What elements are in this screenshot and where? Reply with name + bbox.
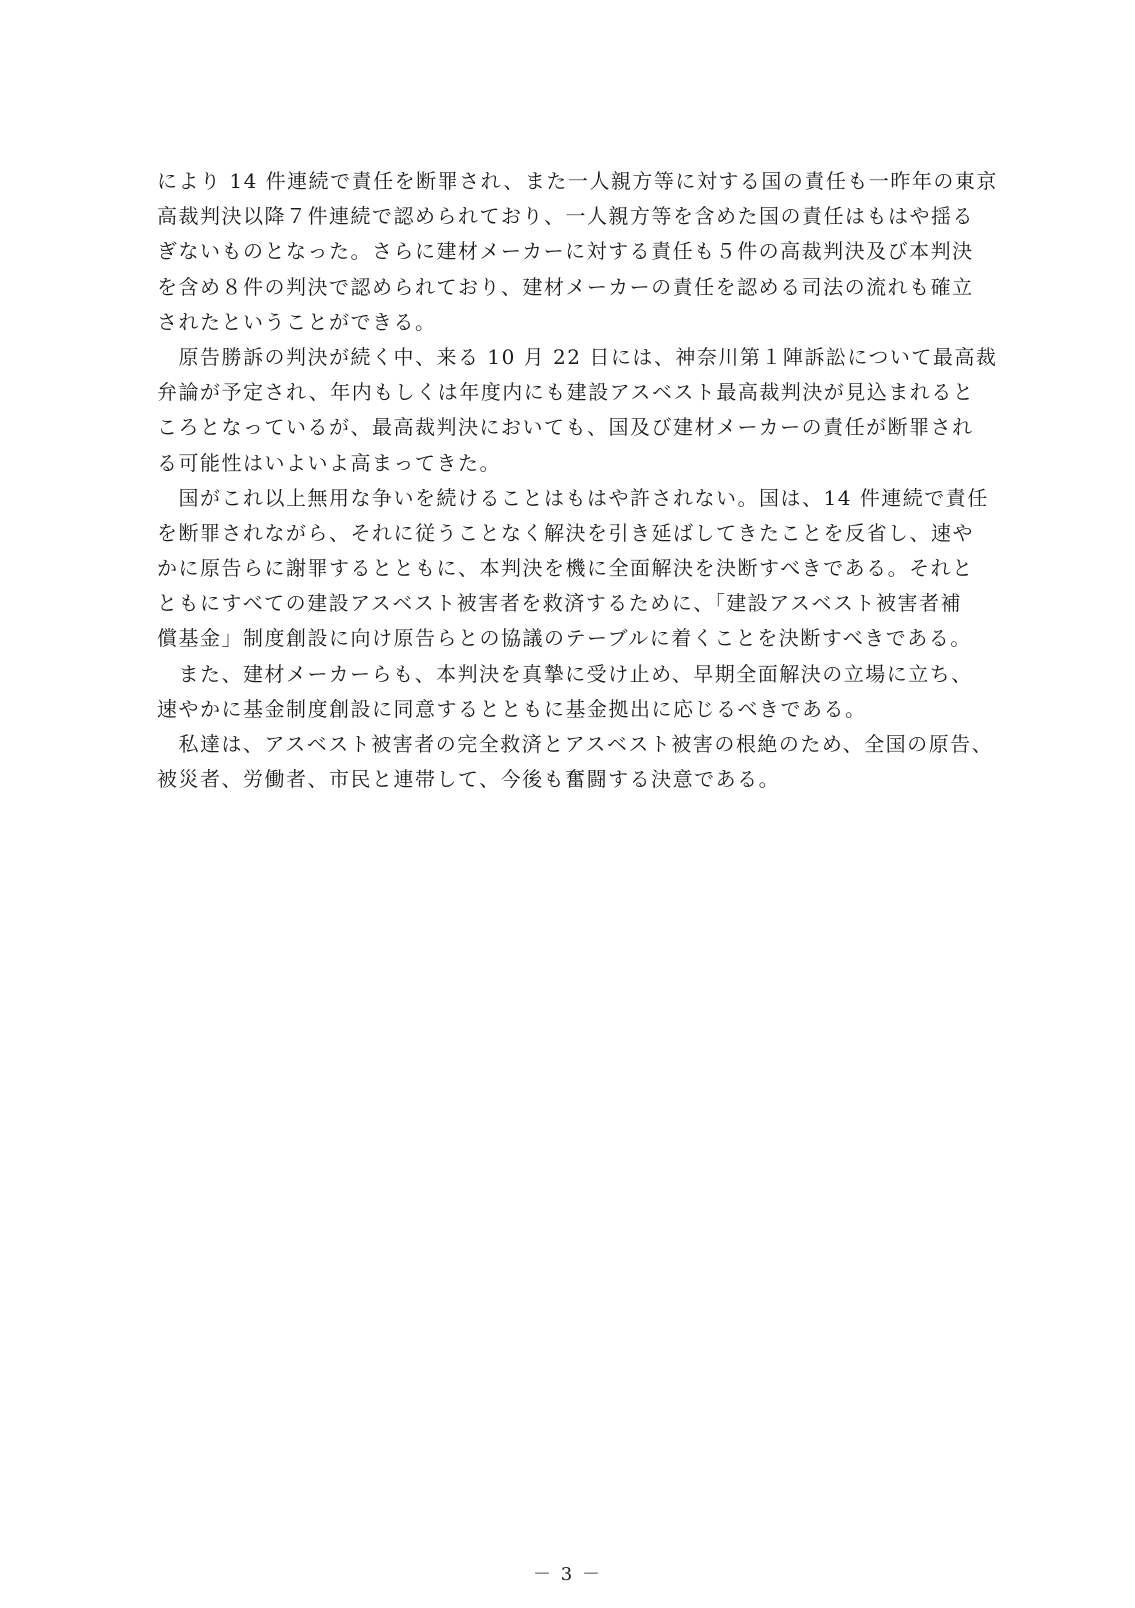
text-line: により 14 件連続で責任を断罪され、また一人親方等に対する国の責任も一昨年の東京 — [157, 169, 998, 193]
text-line: 償基金」制度創設に向け原告らとの協議のテーブルに着くことを決断すべきである。 — [157, 626, 972, 651]
text-line: 弁論が予定され、年内もしくは年度内にも建設アスベスト最高裁判決が見込まれると — [157, 380, 975, 405]
text-line: を断罪されながら、それに従うことなく解決を引き延ばしてきたことを反省し、速や — [157, 520, 974, 545]
text-line: 被災者、労働者、市民と連帯して、今後も奮闘する決意である。 — [157, 767, 781, 792]
text-line: ともにすべての建設アスベスト被害者を救済するために、「建設アスベスト被害者補 — [157, 591, 962, 616]
text-line: 高裁判決以降７件連続で認められており、一人親方等を含めた国の責任はもはや揺る — [157, 204, 974, 229]
text-line: 原告勝訴の判決が続く中、来る 10 月 22 日には、神奈川第１陣訴訟について最高裁 — [157, 344, 998, 369]
text-line: る可能性はいよいよ高まってきた。 — [157, 450, 501, 475]
page-number: － 3 － — [533, 1564, 602, 1585]
text-line: ぎないものとなった。さらに建材メーカーに対する責任も５件の高裁判決及び本判決 — [157, 239, 974, 264]
text-line: 速やかに基金制度創設に同意するとともに基金拠出に応じるべきである。 — [157, 696, 867, 721]
text-line: かに原告らに謝罪するとともに、本判決を機に全面解決を決断すべきである。それと — [157, 556, 974, 581]
text-line: を含め８件の判決で認められており、建材メーカーの責任を認める司法の流れも確立 — [157, 274, 974, 299]
text-line: 私達は、アスベスト被害者の完全救済とアスベスト被害の根絶のため、全国の原告、 — [157, 732, 994, 756]
text-line: ころとなっているが、最高裁判決においても、国及び建材メーカーの責任が断罪され — [157, 415, 974, 440]
text-line: されたということができる。 — [157, 309, 437, 334]
text-line: また、建材メーカーらも、本判決を真摯に受け止め、早期全面解決の立場に立ち、 — [157, 661, 973, 686]
text-line: 国がこれ以上無用な争いを続けることはもはや許されない。国は、14 件連続で責任 — [157, 485, 989, 510]
body-text — [157, 164, 997, 797]
